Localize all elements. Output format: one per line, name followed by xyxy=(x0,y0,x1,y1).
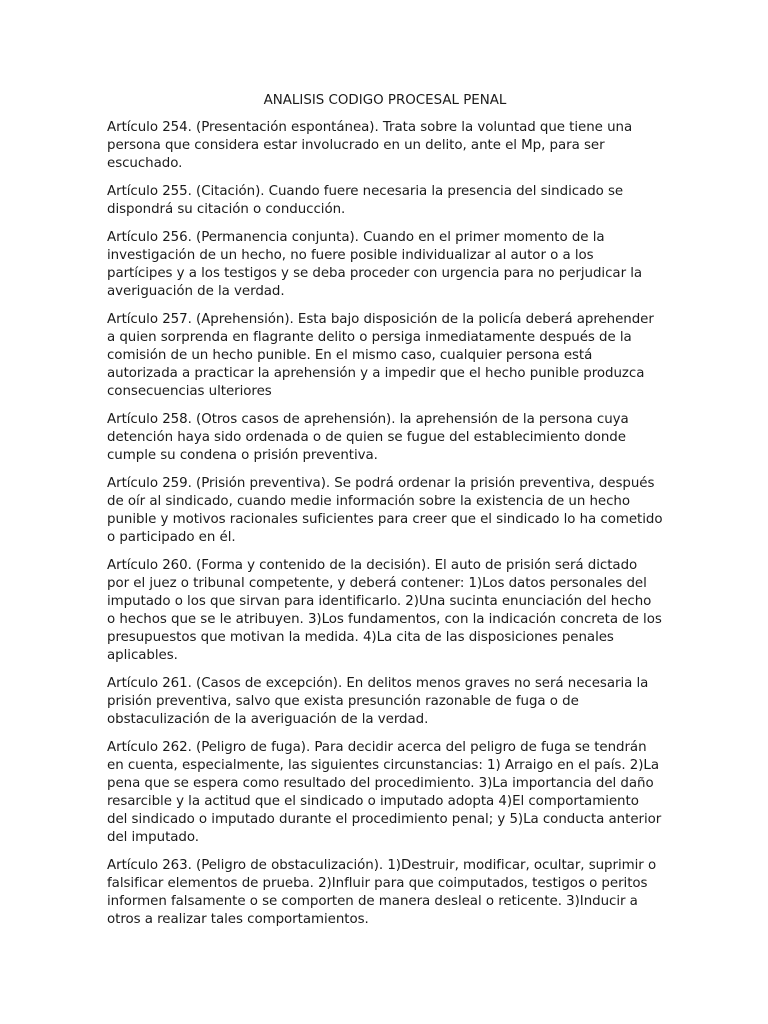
article-255-paragraph: Artículo 255. (Citación). Cuando fuere necesaria la presencia del sindicado se dispondrá su citación o conducción. xyxy=(107,183,624,217)
article-256-paragraph: Artículo 256. (Permanencia conjunta). Cuando en el primer momento de la investigación de un hecho, no fuere posible individualizar al autor o a los partícipes y a los testigos y se deba proceder con urgencia para no perjudicar la averiguación de la verdad. xyxy=(107,229,643,299)
document-title: ANALISIS CODIGO PROCESAL PENAL xyxy=(263,93,507,108)
article-254-paragraph: Artículo 254. (Presentación espontánea). Trata sobre la voluntad que tiene una persona que considera estar involucrado en un delito, ante el Mp, para ser escuchado. xyxy=(107,120,633,172)
article-257-paragraph: Artículo 257. (Aprehensión). Esta bajo disposición de la policía deberá aprehender a quien sorprenda en flagrante delito o persiga inmediatamente después de la comisión de un hecho punible. En el mismo caso, cualquier persona está autorizada a practicar la aprehensión y a impedir que el hecho punible produzca consecuencias ulteriores xyxy=(107,311,654,399)
article-261-paragraph: Artículo 261. (Casos de excepción). En delitos menos graves no será necesaria la prisión preventiva, salvo que exista presunción razonable de fuga o de obstaculización de la averiguación de la verdad. xyxy=(107,675,649,727)
article-262-paragraph: Artículo 262. (Peligro de fuga). Para decidir acerca del peligro de fuga se tendrán en cuenta, especialmente, las siguientes circunstancias: 1) Arraigo en el país. 2)La pena que se espera como resultado del procedimiento. 3)La importancia del daño resarcible y la actitud que el sindicado o imputado adopta 4)El comportamiento del sindicado o imputado durante el procedimiento penal; y 5)La conducta anterior del imputado. xyxy=(107,739,662,846)
article-258-paragraph: Artículo 258. (Otros casos de aprehensión). la aprehensión de la persona cuya detención haya sido ordenada o de quien se fugue del establecimiento donde cumple su condena o prisión preventiva. xyxy=(107,411,629,463)
article-263-paragraph: Artículo 263. (Peligro de obstaculización). 1)Destruir, modificar, ocultar, suprimir o falsificar elementos de prueba. 2)Influir para que coimputados, testigos o peritos informen falsamente o se comporten de manera desleal o reticente. 3)Inducir a otros a realizar tales comportamientos. xyxy=(107,857,657,927)
article-260-paragraph: Artículo 260. (Forma y contenido de la decisión). El auto de prisión será dictado por el juez o tribunal competente, y deberá contener: 1)Los datos personales del imputado o los que sirvan para identificarlo. 2)Una sucinta enunciación del hecho o hechos que se le atribuyen. 3)Los fundamentos, con la indicación concreta de los presupuestos que motivan la medida. 4)La cita de las disposiciones penales aplicables. xyxy=(107,557,662,663)
document-page xyxy=(107,92,663,939)
article-259-paragraph: Artículo 259. (Prisión preventiva). Se podrá ordenar la prisión preventiva, después de oír al sindicado, cuando medie información sobre la existencia de un hecho punible y motivos racionales suficientes para creer que el sindicado lo ha cometido o participado en él. xyxy=(107,475,663,545)
